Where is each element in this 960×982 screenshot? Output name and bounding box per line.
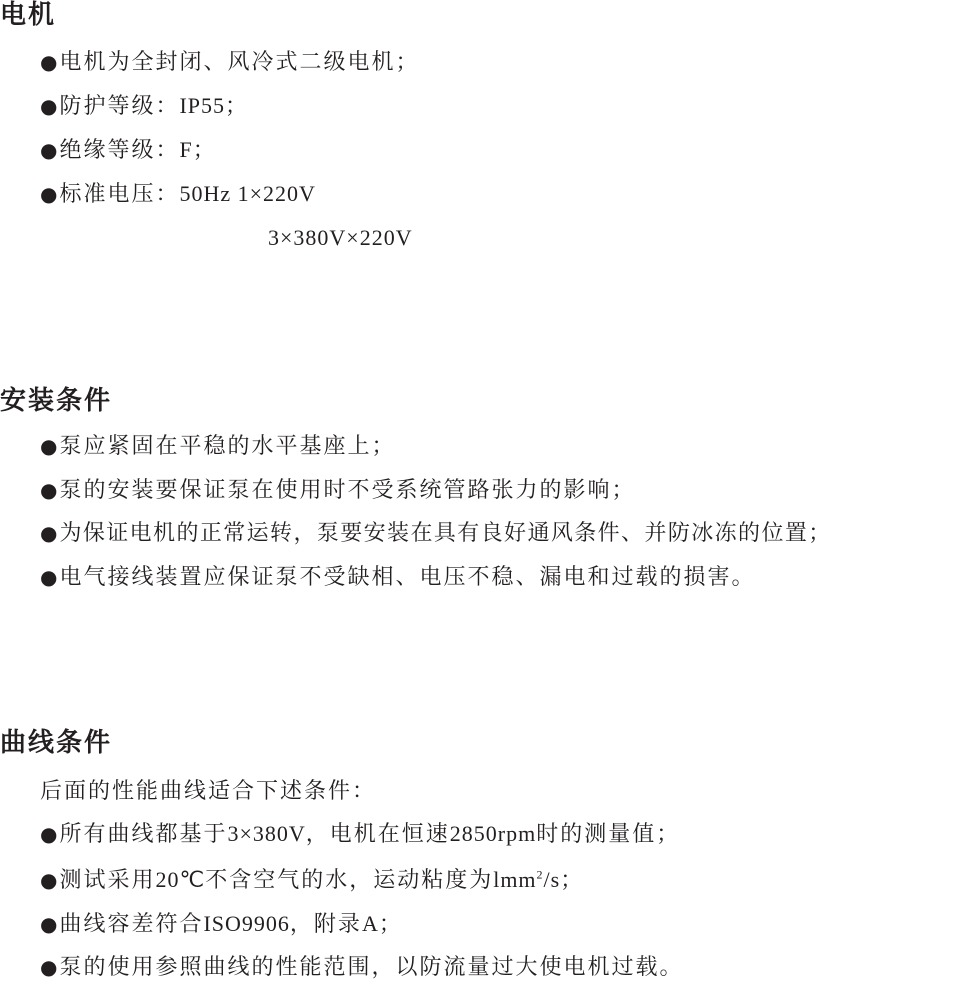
curve-item-text: 测试采用: [59, 868, 156, 893]
curve-intro: 后面的性能曲线适合下述条件：: [40, 779, 377, 804]
curve-item-annex: A；: [361, 911, 402, 936]
viscosity-exponent: 2: [536, 867, 544, 882]
curve-item-text: ，电机在恒速: [305, 822, 450, 847]
bullet-icon: ●: [40, 138, 58, 162]
bullet-icon: ●: [40, 912, 58, 936]
bullet-icon: ●: [40, 478, 58, 502]
curve-item-standard: ISO9906: [203, 911, 290, 936]
bullet-icon: ●: [40, 434, 58, 458]
bullet-icon: ●: [40, 94, 58, 118]
install-item-text: 泵应紧固在平稳的水平基座上；: [59, 434, 396, 459]
curve-item-text: 泵的使用参照曲线的性能范围，以防流量过大使电机过载。: [59, 955, 684, 980]
install-item: [40, 563, 755, 592]
curve-item-text: 时的测量值；: [536, 822, 681, 847]
curve-item-basis: [40, 820, 680, 849]
section-title-install: 安装条件: [0, 386, 113, 416]
insulation-value: F；: [179, 137, 216, 162]
motor-item-text: 电机为全封闭、风冷式二级电机；: [59, 50, 420, 75]
bullet-icon: ●: [40, 955, 58, 979]
protection-label: 防护等级：: [59, 94, 180, 119]
install-item-text: 为保证电机的正常运转，泵要安装在具有良好通风条件、并防冰冻的位置；: [59, 521, 832, 546]
insulation-label: 绝缘等级：: [59, 138, 180, 163]
viscosity-unit: lmm: [493, 867, 537, 892]
install-item: [40, 476, 635, 505]
protection-value: IP55；: [179, 93, 249, 118]
curve-item-range: [40, 953, 683, 982]
install-item-text: 电气接线装置应保证泵不受缺相、电压不稳、漏电和过载的损害。: [59, 565, 756, 590]
motor-item-enclosure: [40, 48, 419, 77]
install-item: [40, 519, 832, 548]
viscosity-unit-tail: /s；: [543, 867, 584, 892]
curve-item-speed: 2850rpm: [449, 821, 537, 846]
section-title-curve: 曲线条件: [0, 728, 113, 758]
curve-item-text: ，附录: [289, 912, 362, 937]
bullet-icon: ●: [40, 565, 58, 589]
section-title-motor: 电机: [0, 0, 57, 30]
motor-item-voltage: [40, 180, 316, 209]
bullet-icon: ●: [40, 50, 58, 74]
curve-item-voltage: 3×380V: [227, 821, 306, 846]
install-item-text: 泵的安装要保证泵在使用时不受系统管路张力的影响；: [59, 478, 636, 503]
bullet-icon: ●: [40, 822, 58, 846]
curve-item-temperature: 20℃: [155, 867, 206, 892]
curve-item-text: 不含空气的水，运动粘度为: [205, 868, 494, 893]
curve-item-viscosity: [493, 867, 583, 892]
curve-item-text: 所有曲线都基于: [59, 822, 228, 847]
bullet-icon: ●: [40, 868, 58, 892]
curve-item-test-water: [40, 866, 583, 895]
bullet-icon: ●: [40, 182, 58, 206]
install-item: [40, 432, 395, 461]
voltage-value: 50Hz 1×220V: [179, 181, 316, 206]
voltage-label: 标准电压：: [59, 182, 180, 207]
motor-item-protection: [40, 92, 248, 121]
voltage-value-line2: 3×380V×220V: [268, 225, 413, 250]
curve-item-tolerance: [40, 910, 402, 939]
curve-item-text: 曲线容差符合: [59, 912, 204, 937]
bullet-icon: ●: [40, 521, 58, 545]
motor-item-insulation: [40, 136, 216, 165]
